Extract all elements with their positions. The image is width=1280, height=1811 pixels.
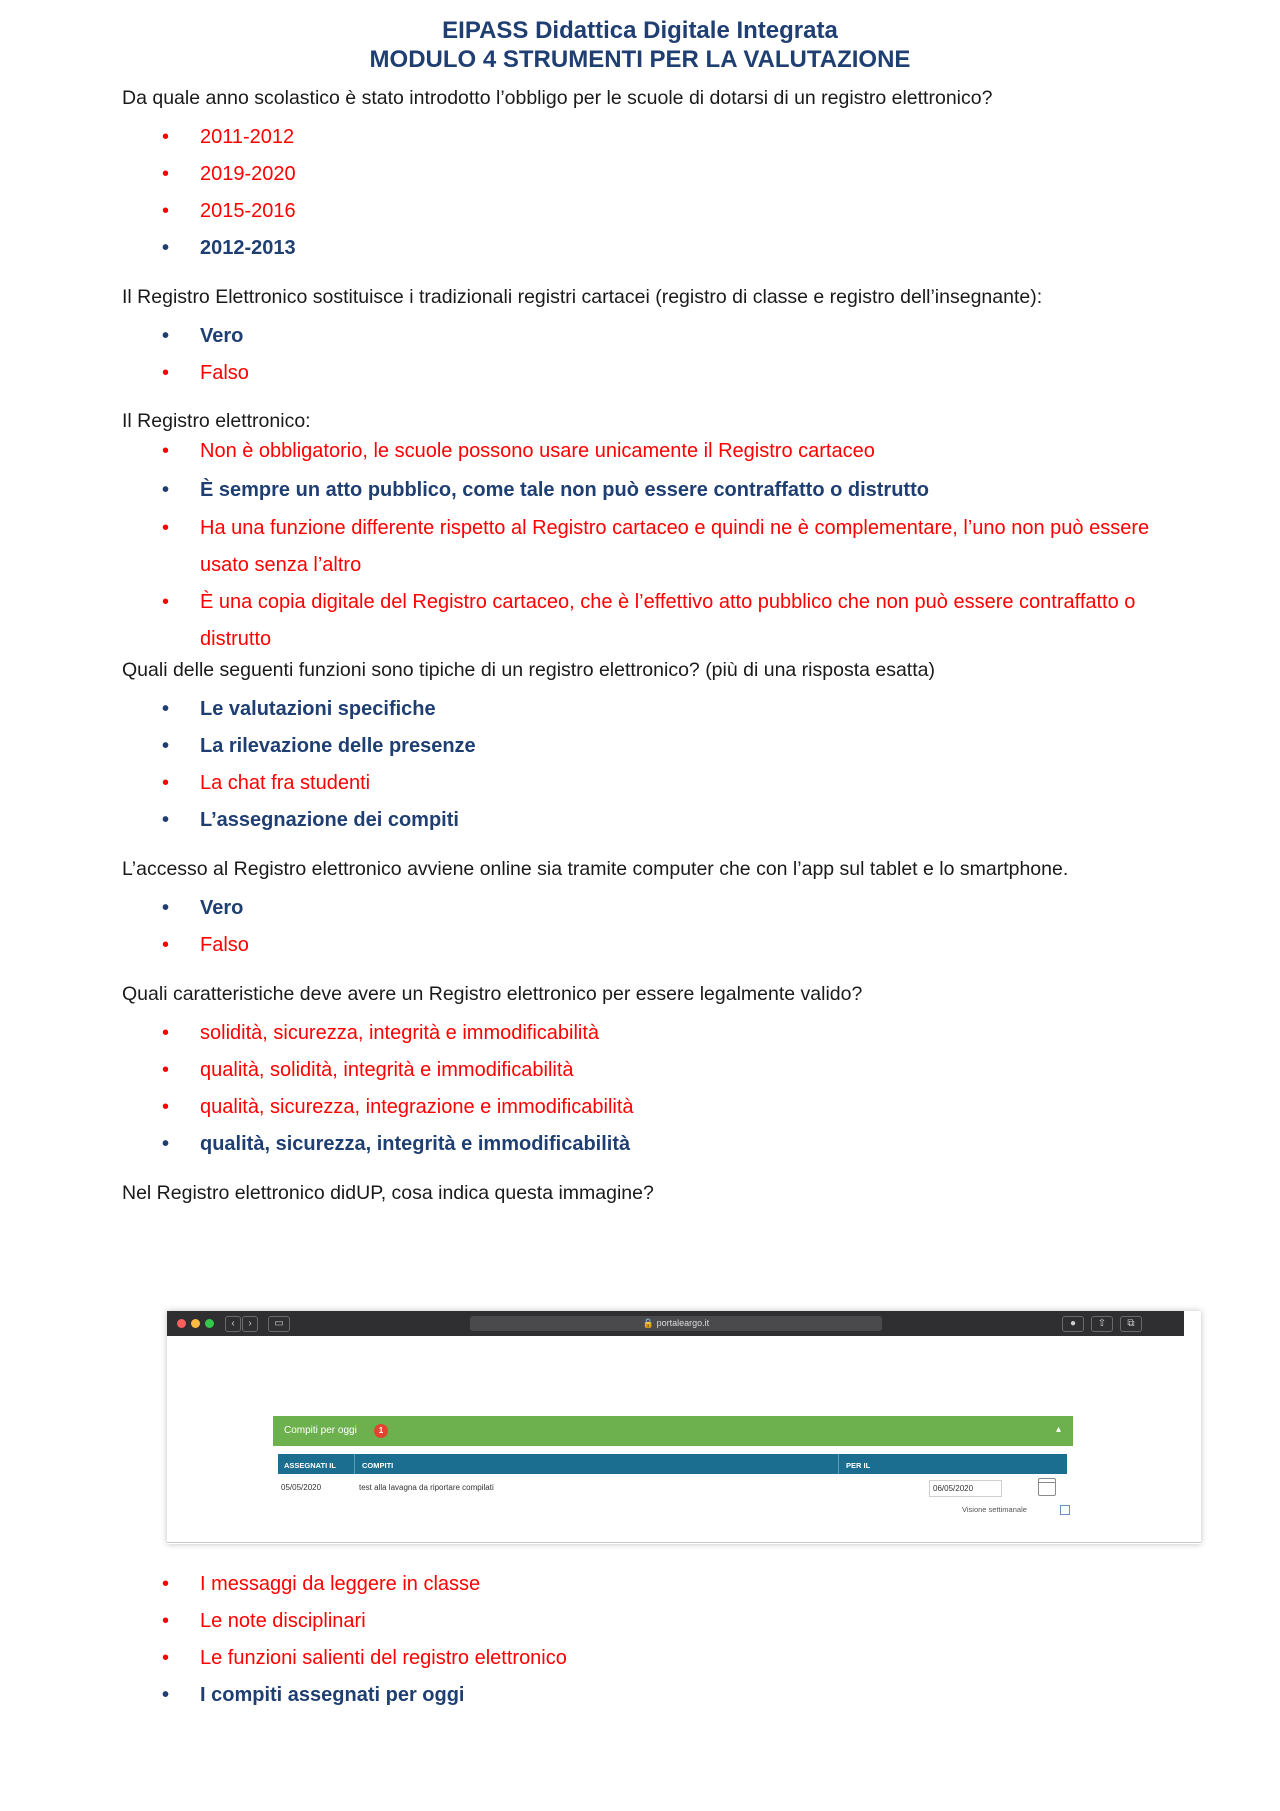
tabs-icon: ⧉	[1120, 1316, 1142, 1332]
answer-option	[122, 765, 1182, 802]
bullet-icon: •	[162, 1096, 170, 1118]
bullet-icon: •	[162, 440, 170, 462]
answer-option	[122, 584, 1182, 658]
count-badge: 1	[374, 1424, 388, 1438]
answer-option	[122, 433, 1182, 470]
column-header: COMPITI	[362, 1461, 394, 1470]
answer-option-correct	[122, 728, 1182, 765]
answer-text: I compiti assegnati per oggi	[200, 1684, 465, 1706]
answer-option	[122, 510, 1182, 584]
share-icon: ⇧	[1091, 1316, 1113, 1332]
bullet-icon: •	[162, 126, 170, 148]
answer-option-correct	[122, 230, 1182, 267]
assigned-date: 05/05/2020	[281, 1483, 322, 1492]
answer-list	[122, 1015, 1182, 1163]
bullet-icon: •	[162, 698, 170, 720]
answer-option-correct	[122, 318, 1182, 355]
answer-list	[122, 433, 1182, 658]
answer-text: 2015-2016	[200, 200, 296, 222]
bullet-icon: •	[162, 1684, 170, 1706]
answer-text: Vero	[200, 897, 244, 919]
answer-text: L’assegnazione dei compiti	[200, 809, 459, 831]
answer-option	[122, 1566, 1182, 1603]
answer-option	[122, 1052, 1182, 1089]
bullet-icon: •	[162, 200, 170, 222]
bullet-icon: •	[162, 1573, 170, 1595]
minimize-dot-icon	[191, 1319, 200, 1328]
answer-text: 2012-2013	[200, 237, 296, 259]
answer-list	[122, 691, 1182, 839]
bullet-icon: •	[162, 325, 170, 347]
answer-option	[122, 156, 1182, 193]
answer-option	[122, 1603, 1182, 1640]
bullet-icon: •	[162, 809, 170, 831]
bullet-icon: •	[162, 163, 170, 185]
answer-option	[122, 193, 1182, 230]
due-date-field: 06/05/2020	[929, 1480, 1002, 1497]
answer-option	[122, 355, 1182, 392]
bullet-icon: •	[162, 479, 170, 501]
answer-list	[122, 890, 1182, 964]
bullet-icon: •	[162, 1610, 170, 1632]
download-icon: ●	[1062, 1316, 1084, 1332]
collapse-icon: ▴	[1055, 1424, 1061, 1435]
question-text: Quali caratteristiche deve avere un Registro elettronico per essere legalmente valido?	[122, 983, 863, 1005]
answer-text: I messaggi da leggere in classe	[200, 1573, 481, 1595]
bullet-icon: •	[162, 362, 170, 384]
question-text: Il Registro Elettronico sostituisce i tradizionali registri cartacei (registro di classe e registro dell’insegnante):	[122, 286, 1043, 308]
bullet-icon: •	[162, 517, 170, 539]
weekly-view-label: Visione settimanale	[962, 1505, 1027, 1514]
answer-list	[122, 119, 1182, 267]
answer-text: È una copia digitale del Registro cartaceo, che è l’effettivo atto pubblico che non può essere contraffatto o distrutto	[200, 591, 1136, 650]
answer-text: qualità, sicurezza, integrazione e immodificabilità	[200, 1096, 634, 1118]
answer-text: qualità, sicurezza, integrità e immodificabilità	[200, 1133, 631, 1155]
bullet-icon: •	[162, 1647, 170, 1669]
answer-list	[122, 1566, 1182, 1714]
answer-text: Vero	[200, 325, 244, 347]
bullet-icon: •	[162, 934, 170, 956]
question-text: L’accesso al Registro elettronico avviene online sia tramite computer che con l’app sul tablet e lo smartphone.	[122, 858, 1069, 880]
answer-list	[122, 318, 1182, 392]
module-title: MODULO 4 STRUMENTI PER LA VALUTAZIONE	[369, 46, 911, 73]
answer-text: Le valutazioni specifiche	[200, 698, 436, 720]
quiz-content	[122, 86, 1182, 1205]
answer-option-correct	[122, 691, 1182, 728]
bullet-icon: •	[162, 735, 170, 757]
column-header: PER IL	[846, 1461, 871, 1470]
column-divider	[354, 1454, 355, 1474]
answer-text: 2011-2012	[200, 126, 295, 148]
bullet-icon: •	[162, 1133, 170, 1155]
column-divider	[838, 1454, 839, 1474]
answer-option	[122, 1640, 1182, 1677]
panel-title: Compiti per oggi	[284, 1425, 357, 1436]
task-text: test alla lavagna da riportare compilati	[359, 1483, 494, 1492]
question-text: Da quale anno scolastico è stato introdotto l’obbligo per le scuole di dotarsi di un registro elettronico?	[122, 87, 993, 109]
answer-option	[122, 927, 1182, 964]
url-bar: 🔒 portaleargo.it	[470, 1316, 882, 1331]
bullet-icon: •	[162, 897, 170, 919]
question-text: Nel Registro elettronico didUP, cosa indica questa immagine?	[122, 1182, 654, 1204]
answer-text: La chat fra studenti	[200, 772, 371, 794]
bullet-icon: •	[162, 772, 170, 794]
answer-text: Le note disciplinari	[200, 1610, 366, 1632]
question-text: Il Registro elettronico:	[122, 410, 311, 432]
bullet-icon: •	[162, 591, 170, 613]
answer-text: Falso	[200, 362, 249, 384]
browser-toolbar	[167, 1311, 1184, 1336]
answer-option-correct	[122, 890, 1182, 927]
answer-text: Ha una funzione differente rispetto al Registro cartaceo e quindi ne è complementare, l’uno non può essere usato senza l’altro	[200, 517, 1150, 576]
bullet-icon: •	[162, 1059, 170, 1081]
answer-option-correct	[122, 802, 1182, 839]
weekly-view-checkbox	[1060, 1505, 1070, 1515]
answer-text: qualità, solidità, integrità e immodificabilità	[200, 1059, 574, 1081]
answer-option	[122, 1015, 1182, 1052]
answer-option	[122, 119, 1182, 156]
table-header	[278, 1454, 1067, 1474]
sidebar-icon: ▭	[268, 1316, 290, 1332]
answer-option-correct	[122, 1126, 1182, 1163]
answer-text: Non è obbligatorio, le scuole possono usare unicamente il Registro cartaceo	[200, 440, 875, 462]
answer-text: La rilevazione delle presenze	[200, 735, 476, 757]
answer-text: Falso	[200, 934, 249, 956]
close-dot-icon	[177, 1319, 186, 1328]
forward-icon: ›	[242, 1316, 258, 1332]
answer-option	[122, 1089, 1182, 1126]
zoom-dot-icon	[205, 1319, 214, 1328]
bullet-icon: •	[162, 1022, 170, 1044]
answer-text: Le funzioni salienti del registro elettronico	[200, 1647, 567, 1669]
back-icon: ‹	[225, 1316, 241, 1332]
bullet-icon: •	[162, 237, 170, 259]
calendar-icon	[1038, 1478, 1056, 1496]
document-title: EIPASS Didattica Digitale Integrata	[442, 17, 838, 44]
divider	[167, 1542, 1201, 1543]
column-header: ASSEGNATI IL	[284, 1461, 336, 1470]
answer-text: solidità, sicurezza, integrità e immodificabilità	[200, 1022, 600, 1044]
question-text: Quali delle seguenti funzioni sono tipiche di un registro elettronico? (più di una risposta esatta)	[122, 659, 935, 681]
answer-text: È sempre un atto pubblico, come tale non può essere contraffatto o distrutto	[200, 479, 929, 501]
document-header	[0, 16, 1280, 74]
answer-option-correct	[122, 1677, 1182, 1714]
compiti-panel-header	[273, 1416, 1073, 1446]
answer-option-correct	[122, 470, 1182, 510]
didup-screenshot	[167, 1311, 1201, 1544]
answer-text: 2019-2020	[200, 163, 296, 185]
